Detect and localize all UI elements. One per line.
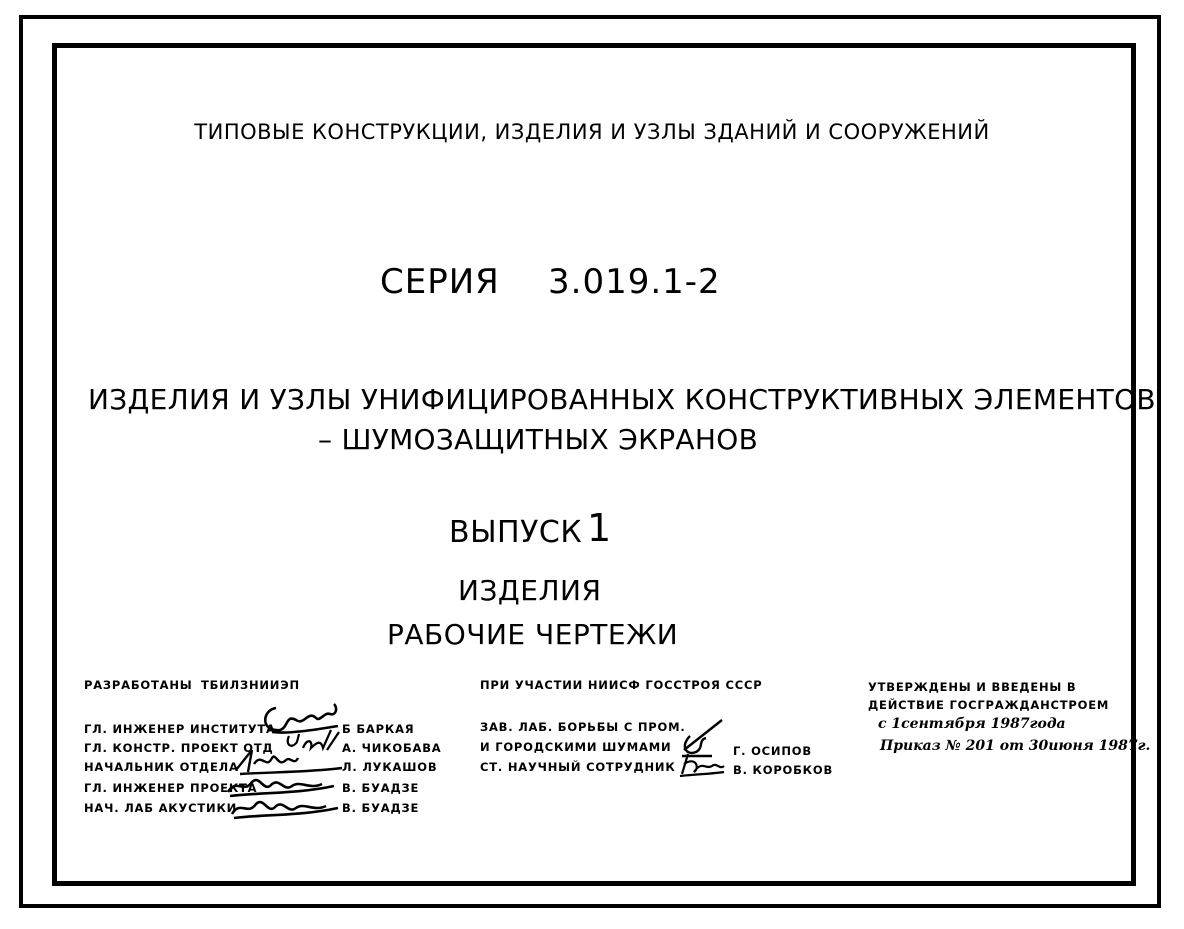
title-line-2: – ШУМОЗАЩИТНЫХ ЭКРАНОВ: [318, 423, 759, 456]
staff-role: ГЛ. ИНЖЕНЕР ИНСТИТУТА: [84, 722, 276, 736]
staff-name: Б БАРКАЯ: [342, 722, 415, 736]
participation-role-1-line-1: ЗАВ. ЛАБ. БОРЬБЫ С ПРОМ.: [480, 720, 686, 734]
approval-date: с 1сентября 1987года: [878, 716, 1066, 732]
issue-number: 1: [587, 506, 612, 550]
subtitle-products: ИЗДЕЛИЯ: [458, 574, 602, 607]
staff-name: В. БУАДЗЕ: [342, 781, 420, 795]
title-line-1: ИЗДЕЛИЯ И УЗЛЫ УНИФИЦИРОВАННЫХ КОНСТРУКТИВНЫХ ЭЛЕМЕНТОВ: [88, 383, 1156, 416]
staff-role: ГЛ. ИНЖЕНЕР ПРОЕКТА: [84, 781, 258, 795]
staff-name: А. ЧИКОБАВА: [342, 741, 442, 755]
signature-buadze-2: [230, 796, 342, 820]
developers-heading: РАЗРАБОТАНЫ: [84, 678, 193, 692]
subtitle-working-drawings: РАБОЧИЕ ЧЕРТЕЖИ: [387, 618, 679, 651]
participation-role-2: СТ. НАУЧНЫЙ СОТРУДНИК: [480, 760, 676, 774]
participation-role-1-name: Г. ОСИПОВ: [733, 744, 812, 758]
approval-line-2: ДЕЙСТВИЕ ГОСГРАЖДАНСТРОЕМ: [868, 698, 1110, 712]
participation-role-1-line-2: И ГОРОДСКИМИ ШУМАМИ: [480, 740, 672, 754]
staff-role: НАЧАЛЬНИК ОТДЕЛА: [84, 760, 239, 774]
participation-heading: ПРИ УЧАСТИИ НИИСФ ГОССТРОЯ СССР: [480, 678, 763, 692]
staff-name: В. БУАДЗЕ: [342, 801, 420, 815]
series-label: СЕРИЯ: [380, 262, 500, 302]
signature-buadze-1: [226, 774, 338, 798]
issue-label: ВЫПУСК: [449, 515, 583, 550]
staff-role: ГЛ. КОНСТР. ПРОЕКТ ОТД: [84, 741, 274, 755]
developers-organization: ТБИЛЗНИИЭП: [201, 678, 300, 692]
document-header: ТИПОВЫЕ КОНСТРУКЦИИ, ИЗДЕЛИЯ И УЗЛЫ ЗДАНИЙ И СООРУЖЕНИЙ: [194, 120, 990, 144]
approval-line-1: УТВЕРЖДЕНЫ И ВВЕДЕНЫ В: [868, 680, 1077, 694]
signature-korobkov: [676, 752, 726, 778]
approval-order: Приказ № 201 от 30июня 1987г.: [880, 738, 1151, 754]
participation-role-2-name: В. КОРОБКОВ: [733, 763, 834, 777]
staff-name: Л. ЛУКАШОВ: [342, 760, 438, 774]
staff-role: НАЧ. ЛАБ АКУСТИКИ: [84, 801, 238, 815]
series-number: 3.019.1-2: [548, 262, 721, 302]
